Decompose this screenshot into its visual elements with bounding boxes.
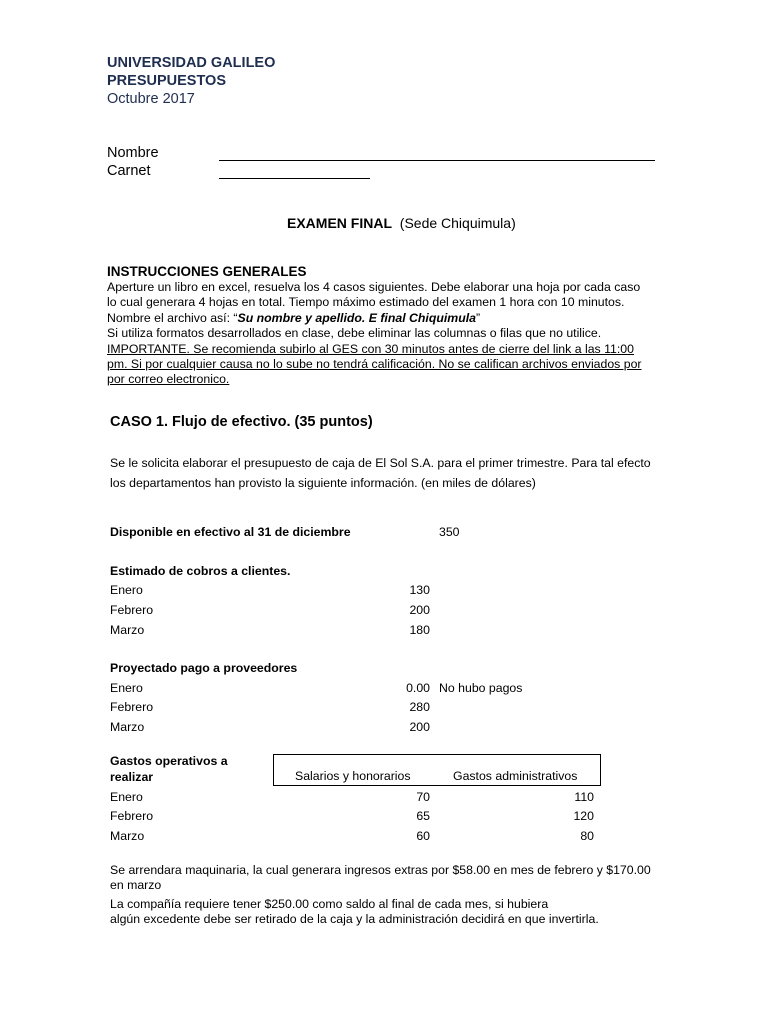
- expenses-month: Enero: [110, 790, 143, 804]
- carnet-label: Carnet: [107, 163, 151, 179]
- name-blank-line: [219, 160, 655, 161]
- salaries-value: 60: [416, 829, 430, 843]
- payments-value: 200: [409, 720, 430, 734]
- collections-month: Marzo: [110, 623, 145, 637]
- payments-month: Febrero: [110, 700, 154, 714]
- exam-title: [287, 215, 516, 231]
- name-label: Nombre: [107, 145, 159, 161]
- collections-value: 200: [409, 603, 430, 617]
- course-name: PRESUPUESTOS: [107, 73, 226, 89]
- payments-month: Marzo: [110, 720, 145, 734]
- expenses-heading: Gastos operativos a: [110, 754, 228, 768]
- cash-balance-value: 350: [439, 525, 460, 539]
- important-line: pm. Si por cualquier causa no lo sube no tendrá calificación. No se califican archivos enviados por: [107, 357, 642, 372]
- salaries-column-header: Salarios y honorarios: [295, 769, 411, 783]
- payments-value: 280: [409, 700, 430, 714]
- payments-value: 0.00: [406, 681, 430, 695]
- exam-title-sub: (Sede Chiquimula): [399, 215, 516, 231]
- case1-title: CASO 1. Flujo de efectivo. (35 puntos): [110, 414, 373, 430]
- expenses-month: Febrero: [110, 809, 154, 823]
- instructions-filename-line: [107, 311, 642, 326]
- collections-value: 180: [409, 623, 430, 637]
- instructions-line: Aperture un libro en excel, resuelva los 4 casos siguientes. Debe elaborar una hoja por cada caso: [107, 280, 641, 294]
- payments-note: No hubo pagos: [439, 681, 523, 695]
- collections-month: Enero: [110, 583, 143, 597]
- collections-value: 130: [409, 583, 430, 597]
- admin-value: 80: [580, 829, 594, 843]
- case1-intro-line2: los departamentos han provisto la siguiente información. (en miles de dólares): [110, 476, 536, 490]
- important-line: IMPORTANTE. Se recomienda subirlo al GES con 30 minutos antes de cierre del link a las 11:00: [107, 341, 634, 356]
- payments-month: Enero: [110, 681, 143, 695]
- expenses-heading-cont: realizar: [110, 770, 154, 784]
- expenses-month: Marzo: [110, 829, 145, 843]
- instructions-line: Si utiliza formatos desarrollados en clase, debe eliminar las columnas o filas que no utilice.: [107, 326, 602, 341]
- cash-balance-label: Disponible en efectivo al 31 de diciembre: [110, 525, 351, 539]
- admin-column-header: Gastos administrativos: [453, 769, 578, 783]
- note-balance-line2: algún excedente debe ser retirado de la caja y la administración decidirá en que invertirla.: [110, 912, 599, 926]
- admin-value: 120: [573, 809, 594, 823]
- salaries-value: 65: [416, 809, 430, 823]
- filename-format: Su nombre y apellido. E final Chiquimula: [237, 310, 476, 325]
- collections-heading: Estimado de cobros a clientes.: [110, 564, 291, 578]
- important-line: por correo electronico.: [107, 372, 230, 387]
- note-machinery-line1: Se arrendara maquinaria, la cual generara ingresos extras por $58.00 en mes de febrero y $170.00: [110, 863, 651, 877]
- university-name: UNIVERSIDAD GALILEO: [107, 55, 276, 71]
- case1-intro-line1: Se le solicita elaborar el presupuesto de caja de El Sol S.A. para el primer trimestre. Para tal efecto: [110, 456, 651, 470]
- instructions-block: [107, 280, 642, 388]
- exam-title-main: EXAMEN FINAL: [287, 215, 392, 231]
- admin-value: 110: [574, 790, 594, 804]
- salaries-value: 70: [416, 790, 430, 804]
- instructions-heading: INSTRUCCIONES GENERALES: [107, 264, 307, 279]
- collections-month: Febrero: [110, 603, 154, 617]
- payments-heading: Proyectado pago a proveedores: [110, 661, 298, 675]
- carnet-blank-line: [219, 178, 370, 179]
- filename-prefix: Nombre el archivo así: “: [107, 310, 238, 325]
- filename-suffix: ”: [475, 310, 481, 325]
- exam-date: Octubre 2017: [107, 91, 195, 107]
- note-balance-line1: La compañía requiere tener $250.00 como saldo al final de cada mes, si hubiera: [110, 897, 549, 911]
- instructions-line: lo cual generara 4 hojas en total. Tiempo máximo estimado del examen 1 hora con 10 minutos.: [107, 295, 625, 310]
- note-machinery-line2: en marzo: [110, 878, 162, 892]
